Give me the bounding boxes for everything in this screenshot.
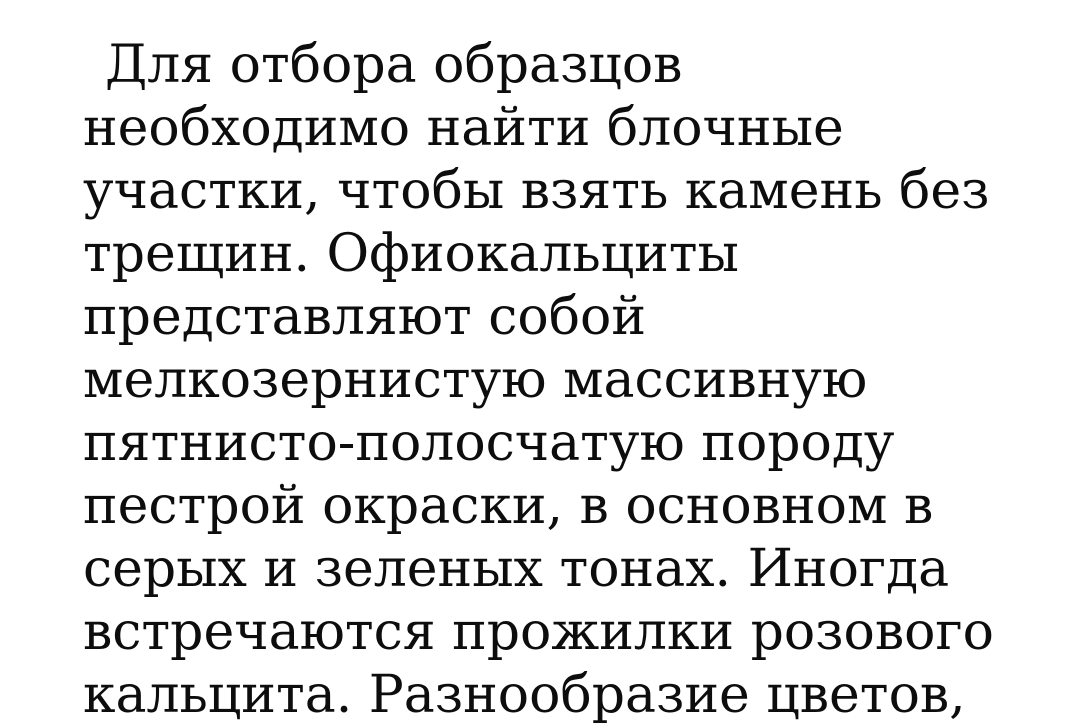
text-line: кальцита. Разнообразие цветов, (83, 665, 966, 725)
text-line: пестрой окраски, в основном в (83, 476, 934, 536)
text-line: участки, чтобы взять камень без (83, 161, 990, 221)
text-line: встречаются прожилки розового (83, 602, 994, 662)
text-line: пятнисто-полосчатую породу (83, 413, 895, 473)
text-line: трещин. Офиокальциты (83, 224, 739, 284)
text-line: представляют собой (83, 287, 647, 347)
text-line: необходимо найти блочные (83, 98, 844, 158)
text-line: Для отбора образцов (105, 35, 683, 95)
text-line: серых и зеленых тонах. Иногда (83, 539, 950, 599)
paragraph (83, 34, 1020, 727)
text-line: мелкозернистую массивную (83, 350, 868, 410)
